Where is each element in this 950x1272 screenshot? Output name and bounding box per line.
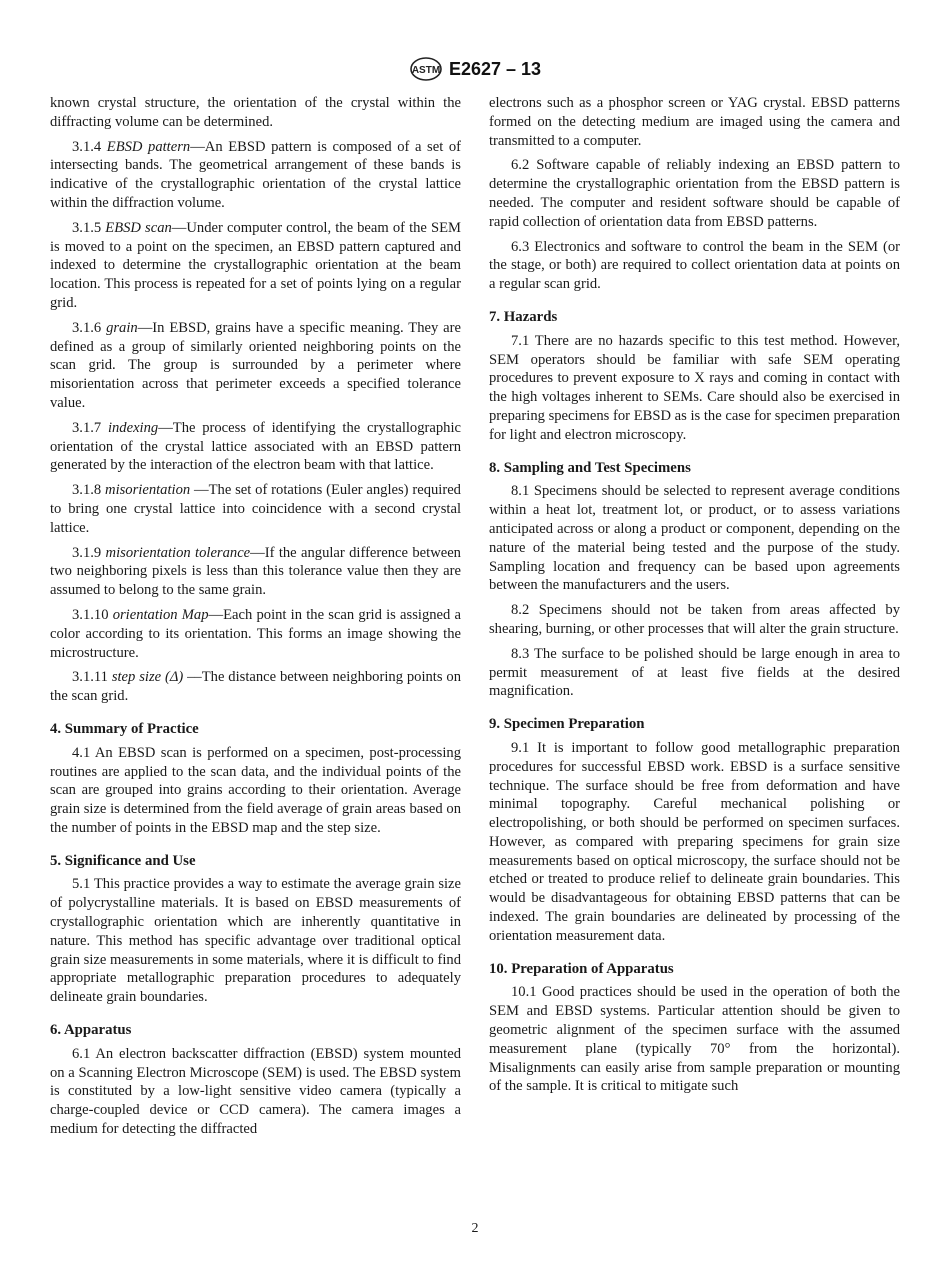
paragraph-number: 3.1.7 bbox=[72, 419, 102, 436]
paragraph bbox=[50, 744, 461, 838]
paragraph-text: An electron backscatter diffraction (EBSD) system mounted on a Scanning Electron Microscope (SEM) is used. The EBSD system is constituted by a low-light sensitive video camera (typically a charge-coupled device or CCD camera). The camera images a medium for detecting the diffracted bbox=[50, 1045, 462, 1138]
defined-term: EBSD pattern bbox=[106, 138, 191, 155]
paragraph-text: Electronics and software to control the beam in the SEM (or the stage, or both) are required to collect orientation data at points on a regular scan grid. bbox=[489, 238, 900, 293]
paragraph-text: —The set of rotations (Euler angles) required to bring one crystal lattice into coincidence with a second crystal lattice. bbox=[50, 482, 461, 536]
defined-term: orientation Map bbox=[112, 606, 209, 623]
paragraph bbox=[489, 238, 900, 294]
paragraph-number: 10.1 bbox=[511, 984, 537, 1001]
paragraph bbox=[50, 419, 461, 475]
paragraph-number: 3.1.6 bbox=[72, 319, 102, 336]
paragraph bbox=[50, 1045, 461, 1139]
paragraph-text: The surface to be polished should be large enough in area to permit measurement of at least five fields at the desired magnification. bbox=[489, 645, 900, 700]
paragraph-text: Specimens should be selected to represent average conditions within a heat lot, treatment lot, or product, or to assess variations anticipated across or along a product or component, depending on the nature of the material being tested and the purpose of the study. Sampling location and frequency can be based upon agreements between the manufacturers and the users. bbox=[489, 483, 900, 594]
paragraph bbox=[50, 875, 461, 1007]
paragraph bbox=[50, 138, 461, 213]
paragraph-text: —An EBSD pattern is composed of a set of intersecting bands. The geometrical arrangement of these bands is indicative of the crystallographic orientation of the crystal lattice within the diffraction volume. bbox=[50, 138, 461, 211]
paragraph-number: 9.1 bbox=[511, 739, 530, 756]
paragraph bbox=[489, 156, 900, 231]
paragraph bbox=[50, 668, 461, 706]
paragraph-number: 3.1.5 bbox=[72, 219, 102, 236]
paragraph-text: —Under computer control, the beam of the SEM is moved to a point on the specimen, an EBSD pattern captured and indexed to determine the crystallographic orientation at the beam location. This process is repeated for a set of points lying on a regular grid. bbox=[50, 219, 461, 311]
paragraph-number: 3.1.4 bbox=[72, 138, 102, 155]
paragraph bbox=[50, 219, 461, 313]
paragraph bbox=[50, 606, 461, 662]
paragraph-text: An EBSD scan is performed on a specimen, post-processing routines are applied to the scan data, and the individual points of the scan are grouped into grains according to their orientation. Average grain size is determined from the field average of grain areas based on the number of points in the EBSD map and the step size. bbox=[50, 744, 462, 836]
paragraph-number: 7.1 bbox=[511, 332, 530, 349]
paragraph-text: —In EBSD, grains have a specific meaning. They are defined as a group of similarly oriented neighboring points on the scan grid. The group is surrounded by a perimeter where misorientation across that perimeter exceeds a specified tolerance value. bbox=[50, 319, 461, 411]
paragraph bbox=[489, 645, 900, 701]
paragraph bbox=[50, 481, 461, 537]
paragraph-number: 4.1 bbox=[72, 744, 91, 761]
paragraph bbox=[489, 983, 900, 1096]
paragraph-text: Specimens should not be taken from areas affected by shearing, burning, or other processes that will alter the grain structure. bbox=[489, 602, 900, 637]
paragraph-number: 6.2 bbox=[511, 157, 530, 174]
paragraph bbox=[50, 94, 461, 132]
defined-term: misorientation bbox=[105, 482, 191, 499]
paragraph bbox=[489, 482, 900, 595]
paragraph-number: 3.1.8 bbox=[72, 482, 102, 499]
paragraph-text: —The process of identifying the crystallographic orientation of the crystal lattice associated with an EBSD pattern generated by the interaction of the electron beam with that lattice. bbox=[50, 419, 461, 474]
paragraph-number: 8.3 bbox=[511, 645, 530, 662]
paragraph-text: —Each point in the scan grid is assigned a color according to its orientation. This forms an image showing the microstructure. bbox=[50, 606, 461, 661]
defined-term: misorientation tolerance bbox=[105, 544, 251, 561]
section-heading: 9. Specimen Preparation bbox=[489, 716, 645, 733]
paragraph-text: Good practices should be used in the operation of both the SEM and EBSD systems. Particular attention should be given to geometric alignment of the specimen surface with the assumed measurement plane (typically 70° from the horizontal). Misalignments can easily arise from sample preparation or mounting of the sample. It is critical to mitigate such bbox=[489, 984, 900, 1095]
paragraph bbox=[489, 332, 900, 445]
paragraph-text: This practice provides a way to estimate the average grain size of polycrystalline materials. It is based on EBSD measurements of crystallographic orientation which are inherently quantitative in nature. This method has specific advantage over traditional optical grain size measurements in some materials, where it is difficult to find appropriate metallographic preparation procedures to adequately delineate grain boundaries. bbox=[50, 876, 462, 1006]
defined-term: grain bbox=[106, 319, 138, 336]
astm-logo-icon bbox=[409, 56, 443, 82]
paragraph-number: 3.1.10 bbox=[72, 606, 109, 623]
paragraph-text: ––The distance between neighboring points on the scan grid. bbox=[50, 669, 462, 705]
section-heading: 8. Sampling and Test Specimens bbox=[489, 459, 691, 476]
section-heading: 7. Hazards bbox=[489, 308, 558, 325]
paragraph-number: 6.3 bbox=[511, 238, 530, 255]
paragraph-text: electrons such as a phosphor screen or YAG crystal. EBSD patterns formed on the detecting medium are imaged using the camera and transmitted to a computer. bbox=[489, 95, 900, 149]
paragraph-text: It is important to follow good metallographic preparation procedures for successful EBSD work. EBSD is a surface sensitive technique. The surface should be free from deformation and have minimal topography. Careful mechanical polishing or electropolishing, or both should be performed on specimen surfaces. However, as compared with preparing specimens for grain size measurements based on optical microscopy, the surface should not be etched or treated to produce relief to delineate grain boundaries. This would be disadvantageous for obtaining EBSD patterns that can be indexed. The grain boundaries are delineated by processing of the orientation measurement data. bbox=[489, 739, 900, 944]
paragraph-text: There are no hazards specific to this test method. However, SEM operators should be familiar with safe SEM operating procedures to prevent exposure to X rays and coming in contact with the high voltages inherent to SEMs. Care should also be exercised in preparing specimens for EBSD as is the case for specimen preparation for light and electron microscopy. bbox=[489, 332, 901, 443]
section-heading: 4. Summary of Practice bbox=[50, 720, 199, 737]
paragraph-number: 6.1 bbox=[72, 1045, 91, 1062]
page-header bbox=[0, 56, 950, 82]
paragraph-number: 5.1 bbox=[72, 876, 91, 893]
paragraph-text: known crystal structure, the orientation of the crystal within the diffracting volume can be determined. bbox=[50, 95, 461, 130]
paragraph-number: 8.1 bbox=[511, 483, 530, 500]
paragraph-text: Software capable of reliably indexing an EBSD pattern to determine the crystallographic orientation from the EBSD pattern is needed. The computer and resident software should be capable of rapid collection of orientation data from EBSD patterns. bbox=[489, 157, 900, 230]
document-id: E2627 – 13 bbox=[448, 58, 542, 79]
paragraph bbox=[50, 319, 461, 413]
page-number: 2 bbox=[471, 1221, 479, 1236]
section-heading: 5. Significance and Use bbox=[50, 852, 196, 869]
paragraph bbox=[489, 739, 900, 946]
defined-term: step size (Δ) bbox=[111, 669, 184, 686]
paragraph bbox=[489, 94, 900, 150]
paragraph bbox=[50, 544, 461, 600]
left-column bbox=[50, 94, 461, 1145]
defined-term: indexing bbox=[107, 419, 159, 436]
paragraph-text: —If the angular difference between two neighboring pixels is less than this tolerance value then they are assumed to belong to the same grain. bbox=[50, 544, 461, 599]
svg-text:ASTM: ASTM bbox=[411, 65, 441, 76]
paragraph-number: 3.1.11 bbox=[72, 669, 108, 686]
paragraph-number: 3.1.9 bbox=[72, 544, 102, 561]
paragraph-number: 8.2 bbox=[511, 602, 530, 619]
right-column bbox=[489, 94, 900, 1102]
paragraph bbox=[489, 601, 900, 639]
section-heading: 6. Apparatus bbox=[50, 1022, 132, 1039]
section-heading: 10. Preparation of Apparatus bbox=[489, 960, 674, 977]
defined-term: EBSD scan bbox=[105, 219, 172, 236]
